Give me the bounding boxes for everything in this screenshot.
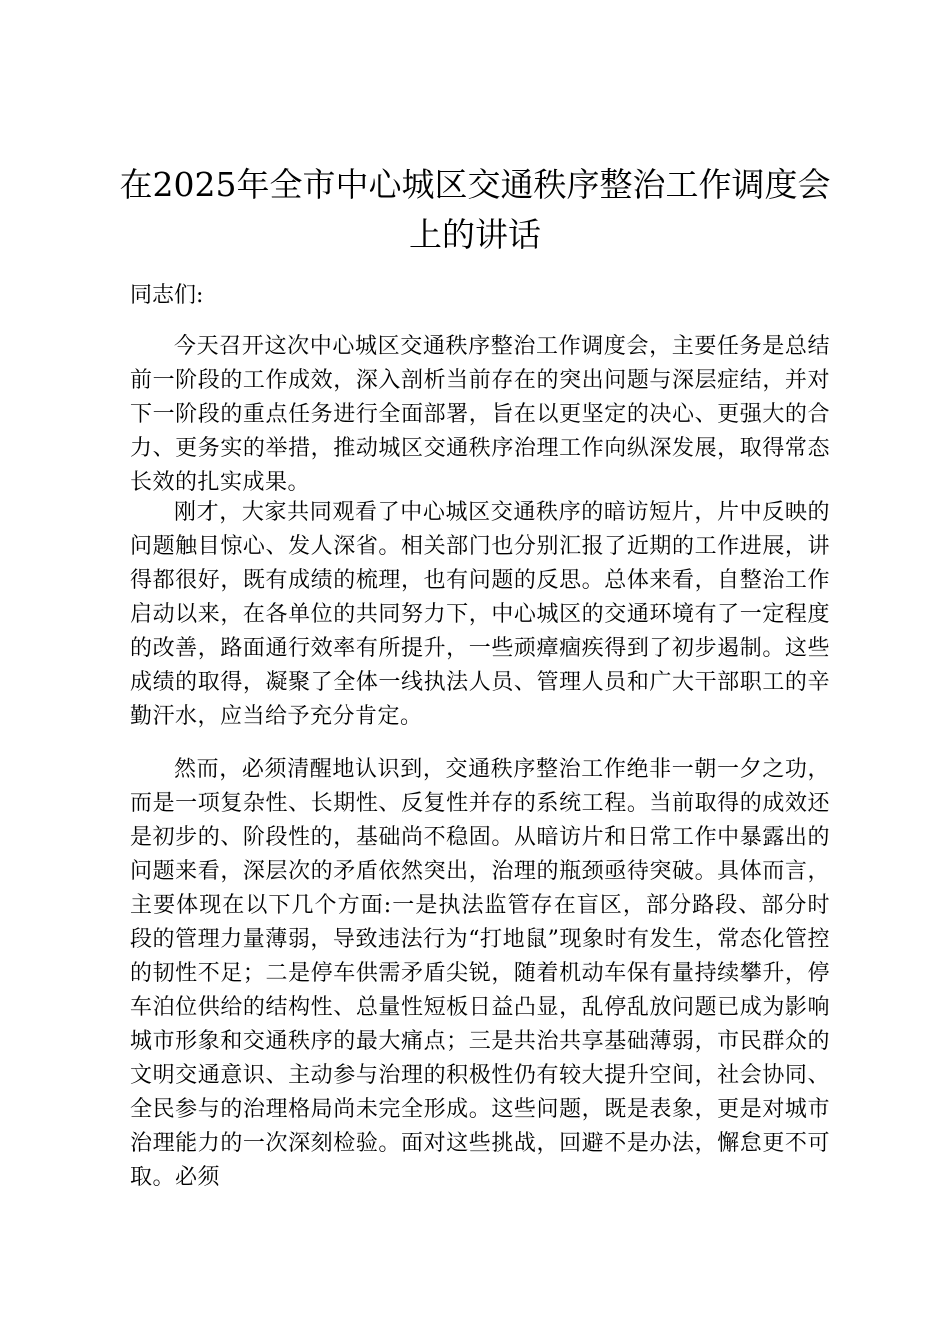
paragraph-1: 今天召开这次中心城区交通秩序整治工作调度会，主要任务是总结前一阶段的工作成效，深入剖析当前存在的突出问题与深层症结，并对下一阶段的重点任务进行全面部署，旨在以更坚定的决心、更强大的合力、更务实的举措，推动城区交通秩序治理工作向纵深发展，取得常态长效的扎实成果。 bbox=[130, 334, 830, 495]
paragraph-3: 然而，必须清醒地认识到，交通秩序整治工作绝非一朝一夕之功，而是一项复杂性、长期性、反复性并存的系统工程。当前取得的成效还是初步的、阶段性的，基础尚不稳固。从暗访片和日常工作中暴露出的问题来看，深层次的矛盾依然突出，治理的瓶颈亟待突破。具体而言，主要体现在以下几个方面:一是执法监管存在盲区，部分路段、部分时段的管理力量薄弱，导致违法行为“打地鼠”现象时有发生，常态化管控的韧性不足；二是停车供需矛盾尖锐，随着机动车保有量持续攀升，停车泊位供给的结构性、总量性短板日益凸显，乱停乱放问题已成为影响城市形象和交通秩序的最大痛点；三是共治共享基础薄弱，市民群众的文明交通意识、主动参与治理的积极性仍有较大提升空间，社会协同、全民参与的治理格局尚未完全形成。这些问题，既是表象，更是对城市治理能力的一次深刻检验。面对这些挑战，回避不是办法，懈怠更不可取。必须 bbox=[130, 757, 830, 1190]
document-title: 在2025年全市中心城区交通秩序整治工作调度会上的讲话 bbox=[119, 165, 831, 254]
salutation: 同志们: bbox=[130, 283, 204, 308]
paragraph-2: 刚才，大家共同观看了中心城区交通秩序的暗访短片，片中反映的问题触目惊心、发人深省。相关部门也分别汇报了近期的工作进展，讲得都很好，既有成绩的梳理，也有问题的反思。总体来看，自整治工作启动以来，在各单位的共同努力下，中心城区的交通环境有了一定程度的改善，路面通行效率有所提升，一些顽瘴痼疾得到了初步遏制。这些成绩的取得，凝聚了全体一线执法人员、管理人员和广大干部职工的辛勤汗水，应当给予充分肯定。 bbox=[130, 500, 830, 729]
